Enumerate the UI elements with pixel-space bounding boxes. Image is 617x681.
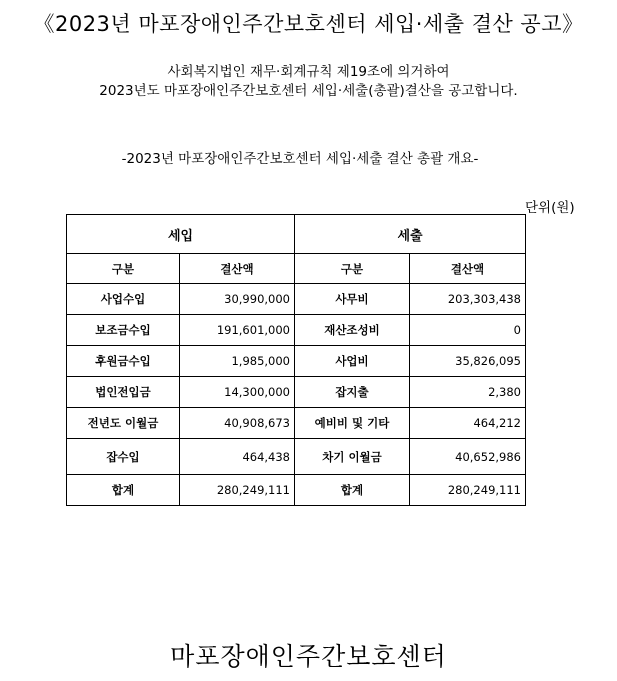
intro-line-1: 사회복지법인 재무·회계규칙 제19조에 의거하여 [167, 64, 450, 80]
expense-amount: 40,652,986 [410, 439, 526, 475]
table-row [67, 284, 526, 315]
expense-label: 잡지출 [295, 377, 410, 408]
income-header: 세입 [67, 215, 295, 254]
expense-amount: 2,380 [410, 377, 526, 408]
organization-name: 마포장애인주간보호센터 [170, 642, 447, 671]
income-label: 보조금수입 [67, 315, 180, 346]
income-total-amount: 280,249,111 [180, 475, 295, 506]
expense-amount: 203,303,438 [410, 284, 526, 315]
income-label: 후원금수입 [67, 346, 180, 377]
table-header-row [67, 215, 526, 254]
income-amount: 191,601,000 [180, 315, 295, 346]
expense-label: 차기 이월금 [295, 439, 410, 475]
expense-header: 세출 [295, 215, 526, 254]
expense-total-amount: 280,249,111 [410, 475, 526, 506]
income-amount: 30,990,000 [180, 284, 295, 315]
unit-label: 단위(원) [525, 200, 575, 216]
income-total-label: 합계 [67, 475, 180, 506]
table-row [67, 408, 526, 439]
income-amount-header: 결산액 [180, 254, 295, 284]
income-amount: 14,300,000 [180, 377, 295, 408]
table-row [67, 346, 526, 377]
expense-amount: 35,826,095 [410, 346, 526, 377]
income-category-header: 구분 [67, 254, 180, 284]
expense-label: 재산조성비 [295, 315, 410, 346]
income-amount: 1,985,000 [180, 346, 295, 377]
expense-label: 사무비 [295, 284, 410, 315]
table-row [67, 315, 526, 346]
income-label: 법인전입금 [67, 377, 180, 408]
page-title: 《2023년 마포장애인주간보호센터 세입·세출 결산 공고》 [33, 12, 584, 36]
income-label: 사업수입 [67, 284, 180, 315]
expense-label: 사업비 [295, 346, 410, 377]
income-label: 잡수입 [67, 439, 180, 475]
income-amount: 464,438 [180, 439, 295, 475]
expense-amount-header: 결산액 [410, 254, 526, 284]
table-row [67, 439, 526, 475]
expense-amount: 0 [410, 315, 526, 346]
intro-line-2: 2023년도 마포장애인주간보호센터 세입·세출(총괄)결산을 공고합니다. [99, 83, 518, 99]
table-total-row [67, 475, 526, 506]
expense-amount: 464,212 [410, 408, 526, 439]
table-row [67, 377, 526, 408]
expense-label: 예비비 및 기타 [295, 408, 410, 439]
income-amount: 40,908,673 [180, 408, 295, 439]
expense-category-header: 구분 [295, 254, 410, 284]
section-subtitle: -2023년 마포장애인주간보호센터 세입·세출 결산 총괄 개요- [121, 151, 479, 167]
settlement-table [66, 214, 526, 506]
expense-total-label: 합계 [295, 475, 410, 506]
income-label: 전년도 이월금 [67, 408, 180, 439]
table-subheader-row [67, 254, 526, 284]
